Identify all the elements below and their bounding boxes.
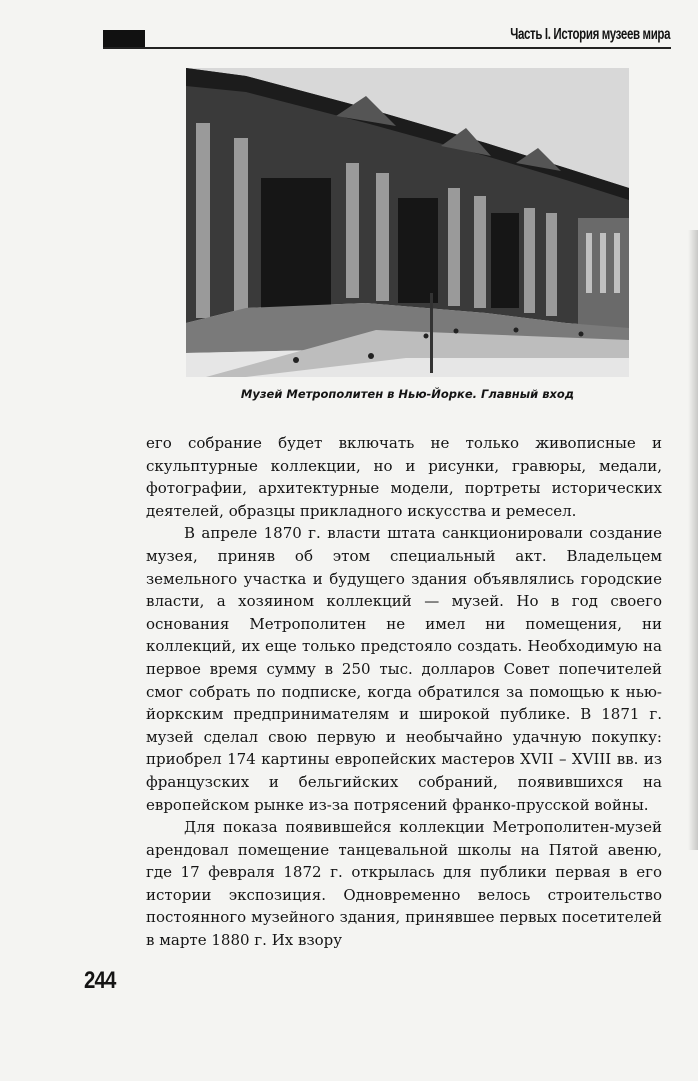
museum-photo: [186, 68, 629, 377]
figure-caption: Музей Метрополитен в Нью-Йорке. Главный вход: [240, 387, 575, 401]
page-edge-shadow: [688, 230, 698, 850]
body-text: [146, 432, 662, 952]
header-rule: [103, 47, 671, 49]
header-black-block: [103, 30, 145, 48]
museum-facade-image: [186, 68, 629, 377]
paragraph-3: Для показа появившейся коллекции Метрополитен-музей арендовал помещение танцевальной школы на Пятой авеню, где 17 февраля 1872 г. открылась для публики первая в его истории экспозиция. Одновременно велось строительство постоянного музейного здания, принявшее первых посетителей в марте 1880 г. Их взору: [146, 818, 662, 950]
running-head: Часть I. История музеев мира: [510, 26, 670, 43]
paragraph-1: его собрание будет включать не только живописные и скульптурные коллекции, но и рисунки, гравюры, медали, фотографии, архитектурные модели, портреты исторических деятелей, образцы прикладного искусства и ремесел.: [146, 434, 662, 520]
paragraph-2: В апреле 1870 г. власти штата санкционировали создание музея, приняв об этом специальный акт. Владельцем земельного участка и будущего здания объявлялись городские власти, а хозяином коллекций — музей. Но в год своего основания Метрополитен не имел ни помещения, ни коллекций, их еще только предстояло создать. Необходимую на первое время сумму в 250 тыс. долларов Совет попечителей смог собрать по подписке, когда обратился за помощью к нью-йоркским предпринимателям и широкой публике. В 1871 г. музей сделал свою первую и необычайно удачную покупку: приобрел 174 картины европейских мастеров XVII – XVIII вв. из французских и бельгийских собраний, появившихся на европейском рынке из-за потрясений франко-прусской войны.: [146, 524, 662, 814]
page-number: 244: [84, 967, 116, 994]
